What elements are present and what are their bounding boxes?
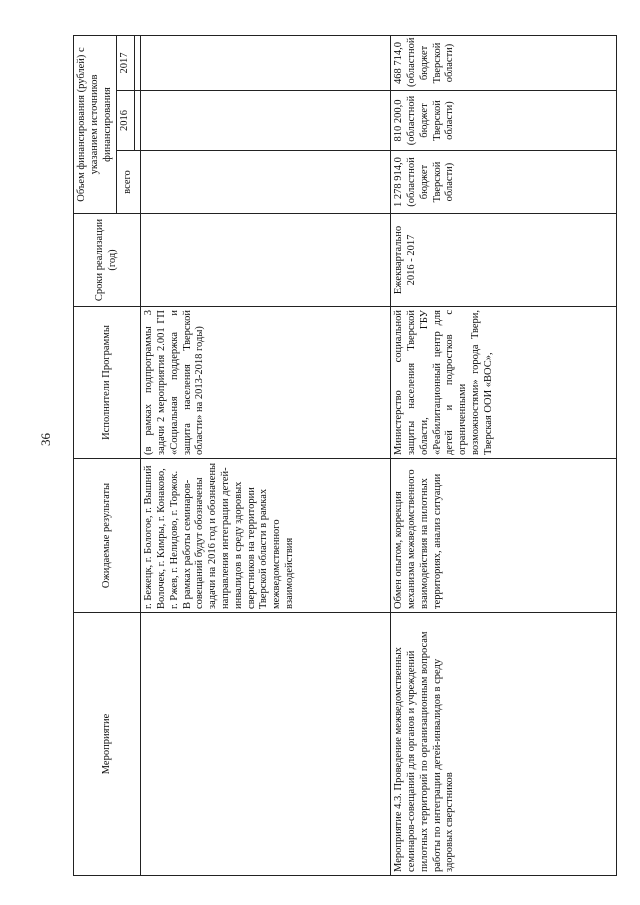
row2-2016: 810 200,0 (областной бюджет Тверской области)	[391, 91, 617, 151]
page-number: 36	[38, 433, 53, 446]
row1-results: г. Бежецк, г. Бологое, г. Вышний Волочек, г. Кимры, г. Конаково, г. Ржев, г. Нелидово, г. Торжок. В рамках работы семинаров-совещаний будут обозначены задачи на 2016 год и обозначены направления интеграции детей-инвалидов в среду здоровых сверстников на территории Тверской области в рамках межведомственного взаимодействия	[141, 459, 391, 613]
header-2017: 2017	[117, 35, 135, 90]
row1-2017	[141, 35, 391, 90]
header-funding: Объем финансирования (рублей) с указанием источников финансирования	[74, 35, 117, 213]
row2-terms: Ежеквартально 2016 - 2017	[391, 214, 617, 307]
header-2016: 2016	[117, 91, 135, 151]
header-row	[74, 35, 117, 875]
header-executors: Исполнители Программы	[74, 307, 141, 459]
row2-2017: 468 714,0 (областной бюджет Тверской области)	[391, 35, 617, 90]
row1-total	[141, 151, 391, 214]
table-row	[141, 35, 391, 875]
row1-terms	[141, 214, 391, 307]
header-activity: Мероприятие	[74, 613, 141, 876]
program-table	[73, 35, 617, 876]
header-total: всего	[117, 151, 141, 214]
header-results: Ожидаемые результаты	[74, 459, 141, 613]
row2-activity: Мероприятие 4.3. Проведение межведомственных семинаров-совещаний для органов и учреждений пилотных территорий по организационным вопросам работы по интеграции детей-инвалидов в среду здоровых сверстников	[391, 613, 617, 876]
row1-2016	[141, 91, 391, 151]
row1-activity	[141, 613, 391, 876]
row2-total: 1 278 914,0 (областной бюджет Тверской области)	[391, 151, 617, 214]
rotated-page	[73, 36, 617, 876]
table-row	[391, 35, 617, 875]
row2-results: Обмен опытом, коррекция механизма межведомственного взаимодействия на пилотных территориях, анализ ситуации	[391, 459, 617, 613]
row1-executors: (в рамках подпрограммы 3 задачи 2 мероприятия 2.001 ГП «Социальная поддержка и защита населения Тверской области» на 2013-2018 годы)	[141, 307, 391, 459]
row2-executors: Министерство социальной защиты населения Тверской области, ГБУ «Реабилитационный центр для детей и подростков с ограниченными возможностями» города Твери, Тверская ООИ «ВОС»,	[391, 307, 617, 459]
header-terms: Сроки реализации (год)	[74, 214, 141, 307]
